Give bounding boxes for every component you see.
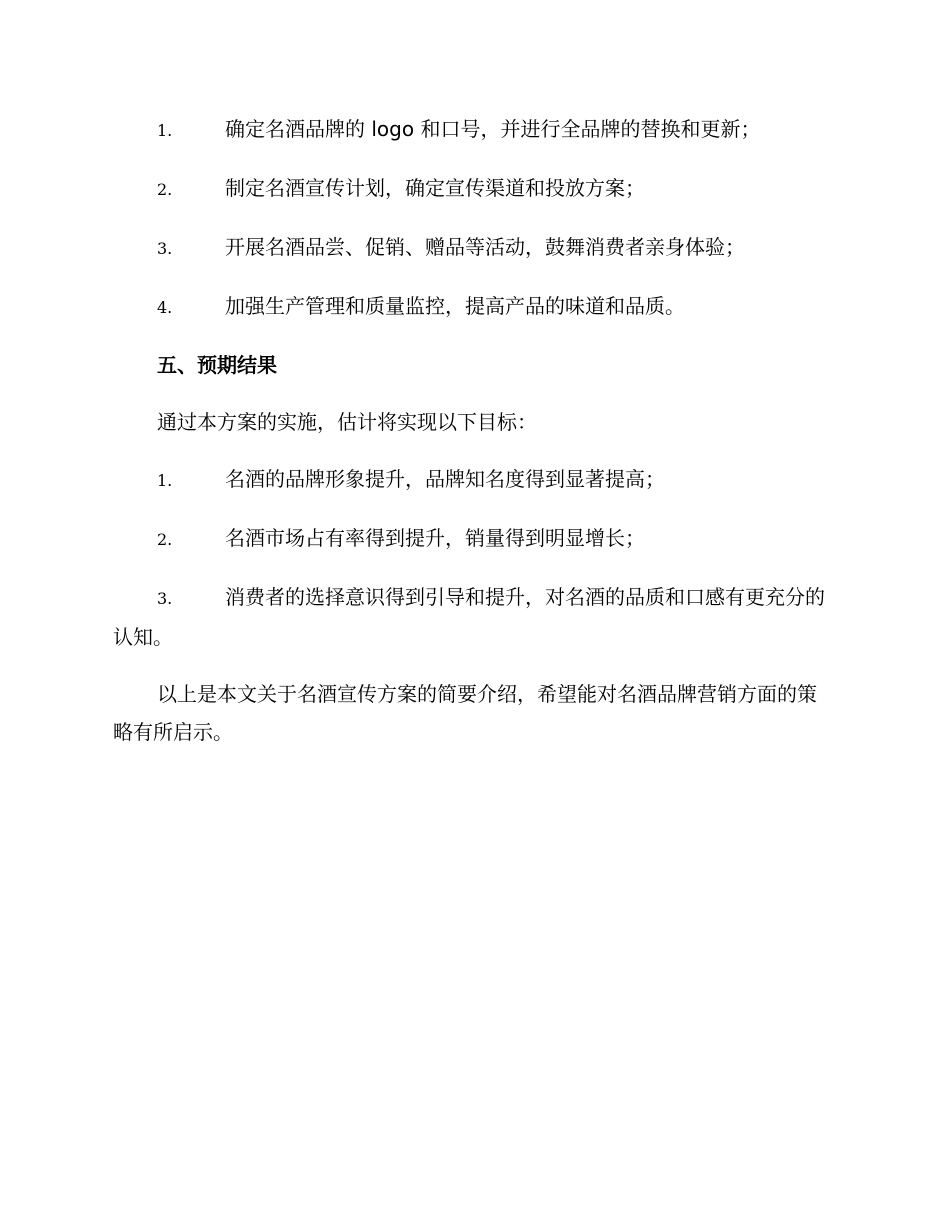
list-text: 加强生产管理和质量监控，提高产品的味道和品质。	[225, 294, 685, 318]
list-number: 3.	[157, 589, 173, 608]
list-number: 2.	[157, 530, 173, 549]
list-number: 2.	[157, 180, 173, 199]
document-content	[113, 110, 835, 770]
list-number: 1.	[157, 121, 173, 140]
list-text: 消费者的选择意识得到引导和提升，对名酒的品质和口感有更充分的认知。	[113, 585, 825, 649]
conclusion-paragraph: 以上是本文关于名酒宣传方案的简要介绍，希望能对名酒品牌营销方面的策略有所启示。	[113, 682, 817, 744]
list-item	[113, 169, 835, 209]
list-item	[113, 287, 835, 327]
list-text: 确定名酒品牌的 logo 和口号，并进行全品牌的替换和更新；	[225, 117, 761, 141]
intro-paragraph: 通过本方案的实施，估计将实现以下目标：	[157, 410, 537, 434]
list-number: 1.	[157, 471, 173, 490]
list-item	[113, 228, 835, 268]
list-text: 名酒的品牌形象提升，品牌知名度得到显著提高；	[225, 467, 665, 491]
list-number: 4.	[157, 298, 173, 317]
list-item	[113, 578, 835, 656]
list-item	[113, 460, 835, 500]
list-item	[113, 519, 835, 559]
list-number: 3.	[157, 239, 173, 258]
list-item	[113, 110, 835, 150]
section-heading: 五、预期结果	[157, 353, 277, 377]
list-text: 开展名酒品尝、促销、赠品等活动，鼓舞消费者亲身体验；	[225, 235, 745, 259]
list-text: 名酒市场占有率得到提升，销量得到明显增长；	[225, 526, 645, 550]
list-text: 制定名酒宣传计划，确定宣传渠道和投放方案；	[225, 176, 645, 200]
